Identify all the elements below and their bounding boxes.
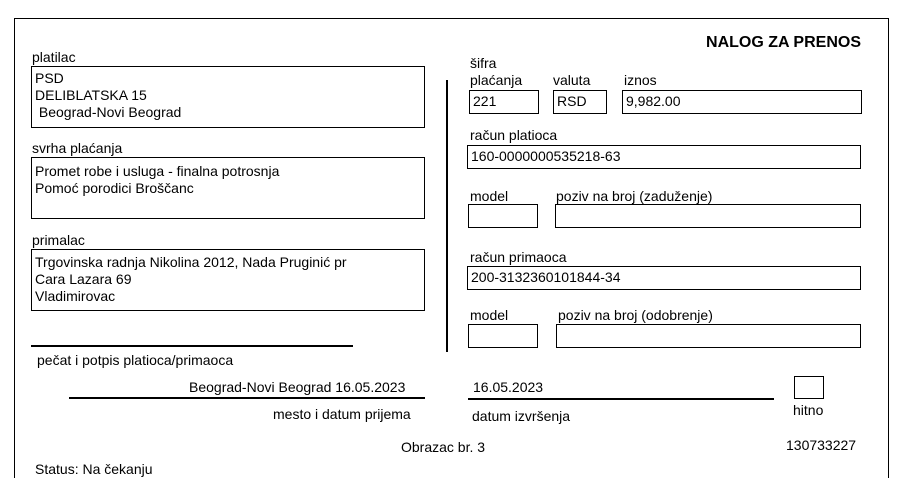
model-credit-label: model <box>470 307 509 323</box>
reference-debit-label: poziv na broj (zaduženje) <box>556 188 713 204</box>
currency-field[interactable] <box>553 90 607 114</box>
payer-line: PSD <box>35 70 64 86</box>
purpose-line: Promet robe i usluga - finalna potrosnja <box>35 163 280 179</box>
purpose-label: svrha plaćanja <box>32 140 123 156</box>
payment-code-value: 221 <box>473 93 497 109</box>
place-date-line <box>69 397 425 399</box>
payer-line: Beograd-Novi Beograd <box>35 104 182 120</box>
amount-field[interactable] <box>622 90 862 114</box>
payment-code-field[interactable] <box>469 90 539 114</box>
model-credit-field[interactable] <box>468 324 538 348</box>
payer-line: DELIBLATSKA 15 <box>35 87 147 103</box>
recipient-account-field[interactable] <box>467 266 861 290</box>
recipient-box[interactable] <box>31 249 425 311</box>
amount-value: 9,982.00 <box>626 93 681 109</box>
reference-credit-field[interactable] <box>556 324 861 348</box>
recipient-label: primalac <box>32 232 85 248</box>
execution-date-label: datum izvršenja <box>472 408 571 424</box>
payer-box[interactable] <box>31 66 425 128</box>
place-date-value: Beograd-Novi Beograd 16.05.2023 <box>189 379 406 395</box>
purpose-box[interactable] <box>31 157 425 219</box>
payment-code-label-1: šifra <box>470 55 497 71</box>
urgent-label: hitno <box>793 402 824 418</box>
urgent-checkbox[interactable] <box>794 376 824 399</box>
payer-account-value: 160-0000000535218-63 <box>471 148 621 164</box>
currency-label: valuta <box>553 72 591 88</box>
recipient-line: Cara Lazara 69 <box>35 271 132 287</box>
reference-credit-label: poziv na broj (odobrenje) <box>558 307 713 323</box>
reference-debit-field[interactable] <box>555 204 861 228</box>
model-debit-label: model <box>470 188 509 204</box>
model-debit-field[interactable] <box>468 204 538 228</box>
place-date-label: mesto i datum prijema <box>273 406 411 422</box>
execution-date-value: 16.05.2023 <box>473 379 544 395</box>
payer-account-label: račun platioca <box>470 127 558 143</box>
recipient-account-label: račun primaoca <box>470 249 567 265</box>
signature-line <box>31 345 353 347</box>
payer-label: platilac <box>32 49 76 65</box>
currency-value: RSD <box>557 93 587 109</box>
form-number: Obrazac br. 3 <box>401 439 486 455</box>
purpose-line: Pomoć porodici Broščanc <box>35 180 194 196</box>
order-number: 130733227 <box>786 437 857 453</box>
amount-label: iznos <box>624 72 657 88</box>
column-divider <box>446 80 448 352</box>
recipient-line: Trgovinska radnja Nikolina 2012, Nada Pruginić pr <box>35 254 347 270</box>
signature-label: pečat i potpis platioca/primaoca <box>37 352 234 368</box>
execution-date-line <box>468 398 774 400</box>
form-title: NALOG ZA PRENOS <box>706 34 861 51</box>
recipient-line: Vladimirovac <box>35 288 116 304</box>
recipient-account-value: 200-3132360101844-34 <box>471 269 621 285</box>
status-text: Status: Na čekanju <box>35 461 153 477</box>
payer-account-field[interactable] <box>467 145 861 169</box>
payment-code-label-2: plaćanja <box>470 72 523 88</box>
